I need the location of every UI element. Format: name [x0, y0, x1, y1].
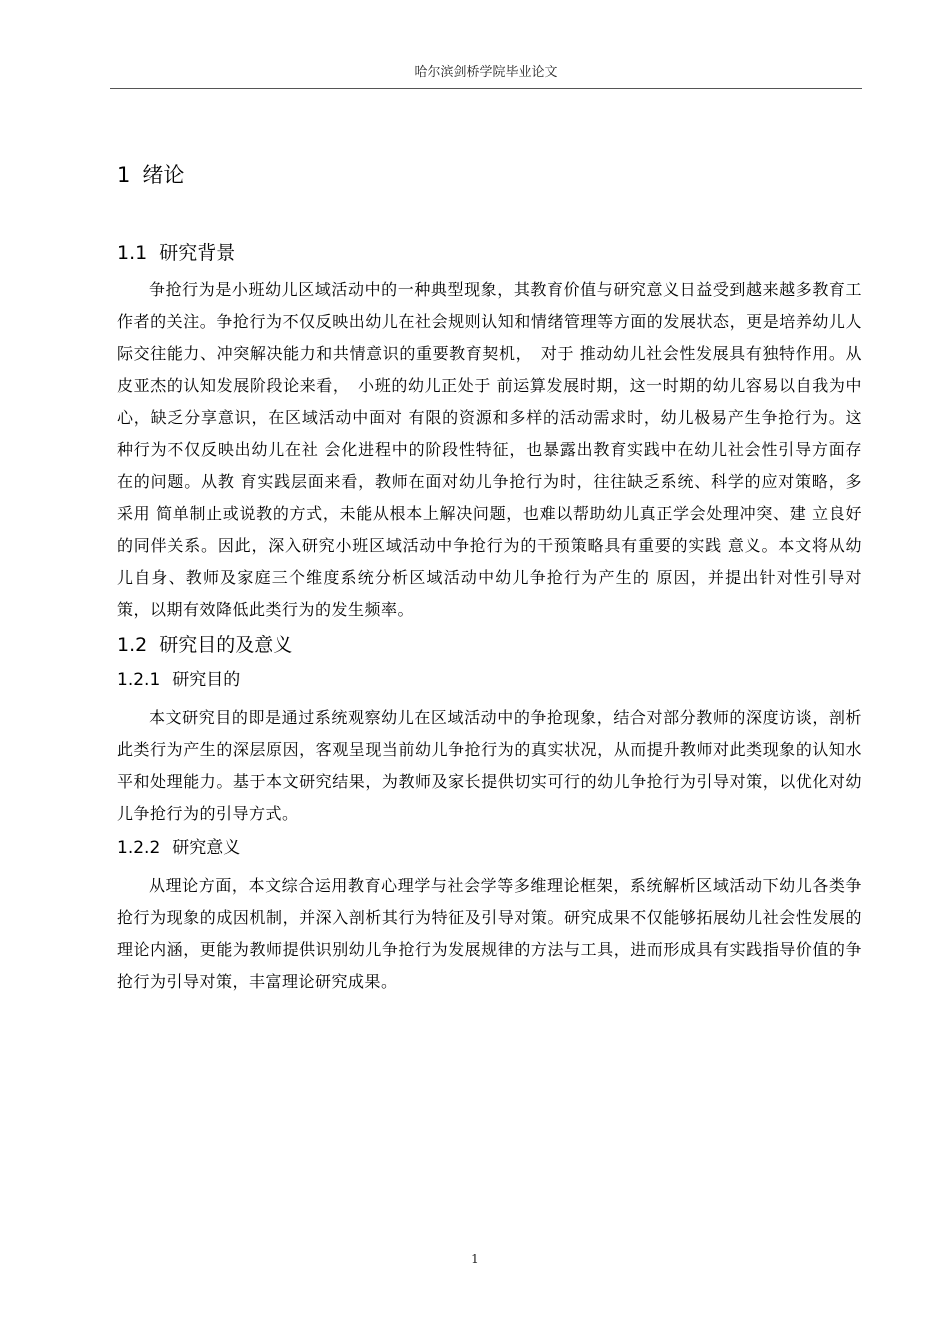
section-title: 研究目的及意义 — [159, 634, 293, 656]
section-number: 1.1 — [117, 242, 148, 264]
section-number: 1.2 — [117, 634, 148, 656]
running-header: 哈尔滨剑桥学院毕业论文 — [414, 65, 558, 80]
section-heading-1-1 — [117, 238, 862, 268]
paragraph-research-significance: 从理论方面，本文综合运用教育心理学与社会学等多维理论框架，系统解析区域活动下幼儿各类争抢行为现象的成因机制，并深入剖析其行为特征及引导对策。研究成果不仅能够拓展幼儿社会性发展的理论内涵，更能为教师提供识别幼儿争抢行为发展规律的方法与工具，进而形成具有实践指导价值的争抢行为引导对策，丰富理论研究成果。 — [117, 876, 862, 991]
subsection-number: 1.2.2 — [117, 838, 161, 858]
paragraph-research-background: 争抢行为是小班幼儿区域活动中的一种典型现象，其教育价值与研究意义日益受到越来越多教育工作者的关注。争抢行为不仅反映出幼儿在社会规则认知和情绪管理等方面的发展状态，更是培养幼儿人际交往能力、冲突解决能力和共情意识的重要教育契机， 对于 推动幼儿社会性发展具有独特作用。从皮亚杰的认知发展阶段论来看， 小班的幼儿正处于 前运算发展时期，这一时期的幼儿容易以自我为中心，缺乏分享意识，在区域活动中面对 有限的资源和多样的活动需求时，幼儿极易产生争抢行为。这种行为不仅反映出幼儿在社 会化进程中的阶段性特征，也暴露出教育实践中在幼儿社会性引导方面存在的问题。从教 育实践层面来看，教师在面对幼儿争抢行为时，往往缺乏系统、科学的应对策略，多采用 简单制止或说教的方式，未能从根本上解决问题，也难以帮助幼儿真正学会处理冲突、建 立良好的同伴关系。因此，深入研究小班区域活动中争抢行为的干预策略具有重要的实践 意义。本文将从幼儿自身、教师及家庭三个维度系统分析区域活动中幼儿争抢行为产生的 原因，并提出针对性引导对策，以期有效降低此类行为的发生频率。 — [117, 280, 862, 619]
page-number: 1 — [471, 1252, 479, 1266]
subsection-heading-1-2-1 — [117, 666, 862, 694]
section-heading-1-2 — [117, 630, 862, 660]
chapter-title: 绪论 — [142, 163, 185, 187]
subsection-title: 研究目的 — [172, 670, 241, 690]
subsection-heading-1-2-2 — [117, 834, 862, 862]
section-title: 研究背景 — [159, 242, 236, 264]
header-divider — [110, 88, 862, 89]
subsection-number: 1.2.1 — [117, 670, 161, 690]
subsection-title: 研究意义 — [172, 838, 241, 858]
chapter-number: 1 — [117, 163, 131, 187]
chapter-heading — [117, 160, 862, 190]
paragraph-research-purpose: 本文研究目的即是通过系统观察幼儿在区域活动中的争抢现象，结合对部分教师的深度访谈，剖析此类行为产生的深层原因，客观呈现当前幼儿争抢行为的真实状况，从而提升教师对此类现象的认知水平和处理能力。基于本文研究结果，为教师及家长提供切实可行的幼儿争抢行为引导对策，以优化对幼儿争抢行为的引导方式。 — [117, 708, 862, 823]
page-body — [117, 160, 862, 1002]
